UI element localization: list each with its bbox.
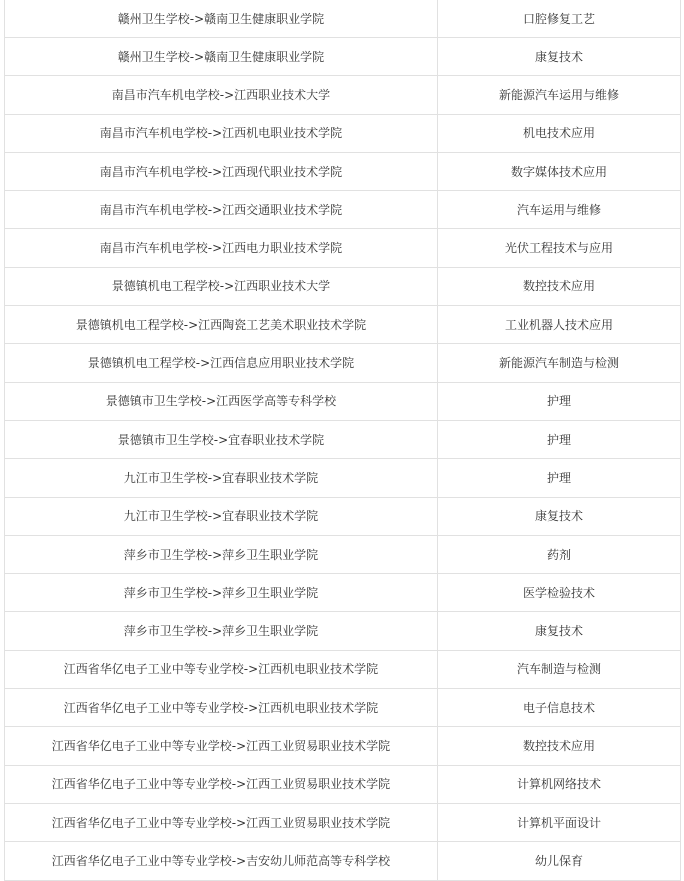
table-row	[5, 842, 681, 880]
major-cell: 康复技术	[438, 497, 681, 535]
table-body	[5, 0, 681, 880]
route-cell: 萍乡市卫生学校->萍乡卫生职业学院	[5, 612, 438, 650]
table-row	[5, 727, 681, 765]
route-cell: 江西省华亿电子工业中等专业学校->江西机电职业技术学院	[5, 650, 438, 688]
route-cell: 南昌市汽车机电学校->江西现代职业技术学院	[5, 152, 438, 190]
major-cell: 康复技术	[438, 38, 681, 76]
enrollment-table	[4, 0, 681, 881]
table-row	[5, 765, 681, 803]
table-row	[5, 229, 681, 267]
major-cell: 护理	[438, 420, 681, 458]
major-cell: 汽车运用与维修	[438, 191, 681, 229]
table-row	[5, 344, 681, 382]
route-cell: 江西省华亿电子工业中等专业学校->江西机电职业技术学院	[5, 689, 438, 727]
major-cell: 数控技术应用	[438, 727, 681, 765]
table-row	[5, 689, 681, 727]
route-cell: 南昌市汽车机电学校->江西机电职业技术学院	[5, 114, 438, 152]
route-cell: 萍乡市卫生学校->萍乡卫生职业学院	[5, 574, 438, 612]
route-cell: 江西省华亿电子工业中等专业学校->江西工业贸易职业技术学院	[5, 765, 438, 803]
table-row	[5, 114, 681, 152]
table-row	[5, 38, 681, 76]
route-cell: 赣州卫生学校->赣南卫生健康职业学院	[5, 38, 438, 76]
table-row	[5, 535, 681, 573]
table-row	[5, 306, 681, 344]
table-row	[5, 191, 681, 229]
major-cell: 计算机平面设计	[438, 803, 681, 841]
table-row	[5, 459, 681, 497]
major-cell: 电子信息技术	[438, 689, 681, 727]
route-cell: 江西省华亿电子工业中等专业学校->江西工业贸易职业技术学院	[5, 727, 438, 765]
table-row	[5, 76, 681, 114]
route-cell: 景德镇机电工程学校->江西信息应用职业技术学院	[5, 344, 438, 382]
table-row	[5, 382, 681, 420]
major-cell: 工业机器人技术应用	[438, 306, 681, 344]
major-cell: 汽车制造与检测	[438, 650, 681, 688]
major-cell: 数字媒体技术应用	[438, 152, 681, 190]
table-row	[5, 803, 681, 841]
major-cell: 口腔修复工艺	[438, 0, 681, 38]
major-cell: 新能源汽车运用与维修	[438, 76, 681, 114]
major-cell: 计算机网络技术	[438, 765, 681, 803]
table-row	[5, 650, 681, 688]
major-cell: 护理	[438, 459, 681, 497]
table-row	[5, 152, 681, 190]
major-cell: 药剂	[438, 535, 681, 573]
route-cell: 九江市卫生学校->宜春职业技术学院	[5, 497, 438, 535]
major-cell: 医学检验技术	[438, 574, 681, 612]
route-cell: 南昌市汽车机电学校->江西电力职业技术学院	[5, 229, 438, 267]
major-cell: 康复技术	[438, 612, 681, 650]
table-row	[5, 420, 681, 458]
route-cell: 景德镇机电工程学校->江西职业技术大学	[5, 267, 438, 305]
route-cell: 南昌市汽车机电学校->江西职业技术大学	[5, 76, 438, 114]
major-cell: 护理	[438, 382, 681, 420]
route-cell: 景德镇市卫生学校->宜春职业技术学院	[5, 420, 438, 458]
route-cell: 萍乡市卫生学校->萍乡卫生职业学院	[5, 535, 438, 573]
major-cell: 幼儿保育	[438, 842, 681, 880]
route-cell: 江西省华亿电子工业中等专业学校->吉安幼儿师范高等专科学校	[5, 842, 438, 880]
major-cell: 光伏工程技术与应用	[438, 229, 681, 267]
table-row	[5, 0, 681, 38]
table-row	[5, 612, 681, 650]
table-row	[5, 574, 681, 612]
major-cell: 数控技术应用	[438, 267, 681, 305]
route-cell: 九江市卫生学校->宜春职业技术学院	[5, 459, 438, 497]
major-cell: 新能源汽车制造与检测	[438, 344, 681, 382]
table-row	[5, 267, 681, 305]
major-cell: 机电技术应用	[438, 114, 681, 152]
route-cell: 南昌市汽车机电学校->江西交通职业技术学院	[5, 191, 438, 229]
table-row	[5, 497, 681, 535]
route-cell: 赣州卫生学校->赣南卫生健康职业学院	[5, 0, 438, 38]
route-cell: 景德镇机电工程学校->江西陶瓷工艺美术职业技术学院	[5, 306, 438, 344]
route-cell: 江西省华亿电子工业中等专业学校->江西工业贸易职业技术学院	[5, 803, 438, 841]
route-cell: 景德镇市卫生学校->江西医学高等专科学校	[5, 382, 438, 420]
